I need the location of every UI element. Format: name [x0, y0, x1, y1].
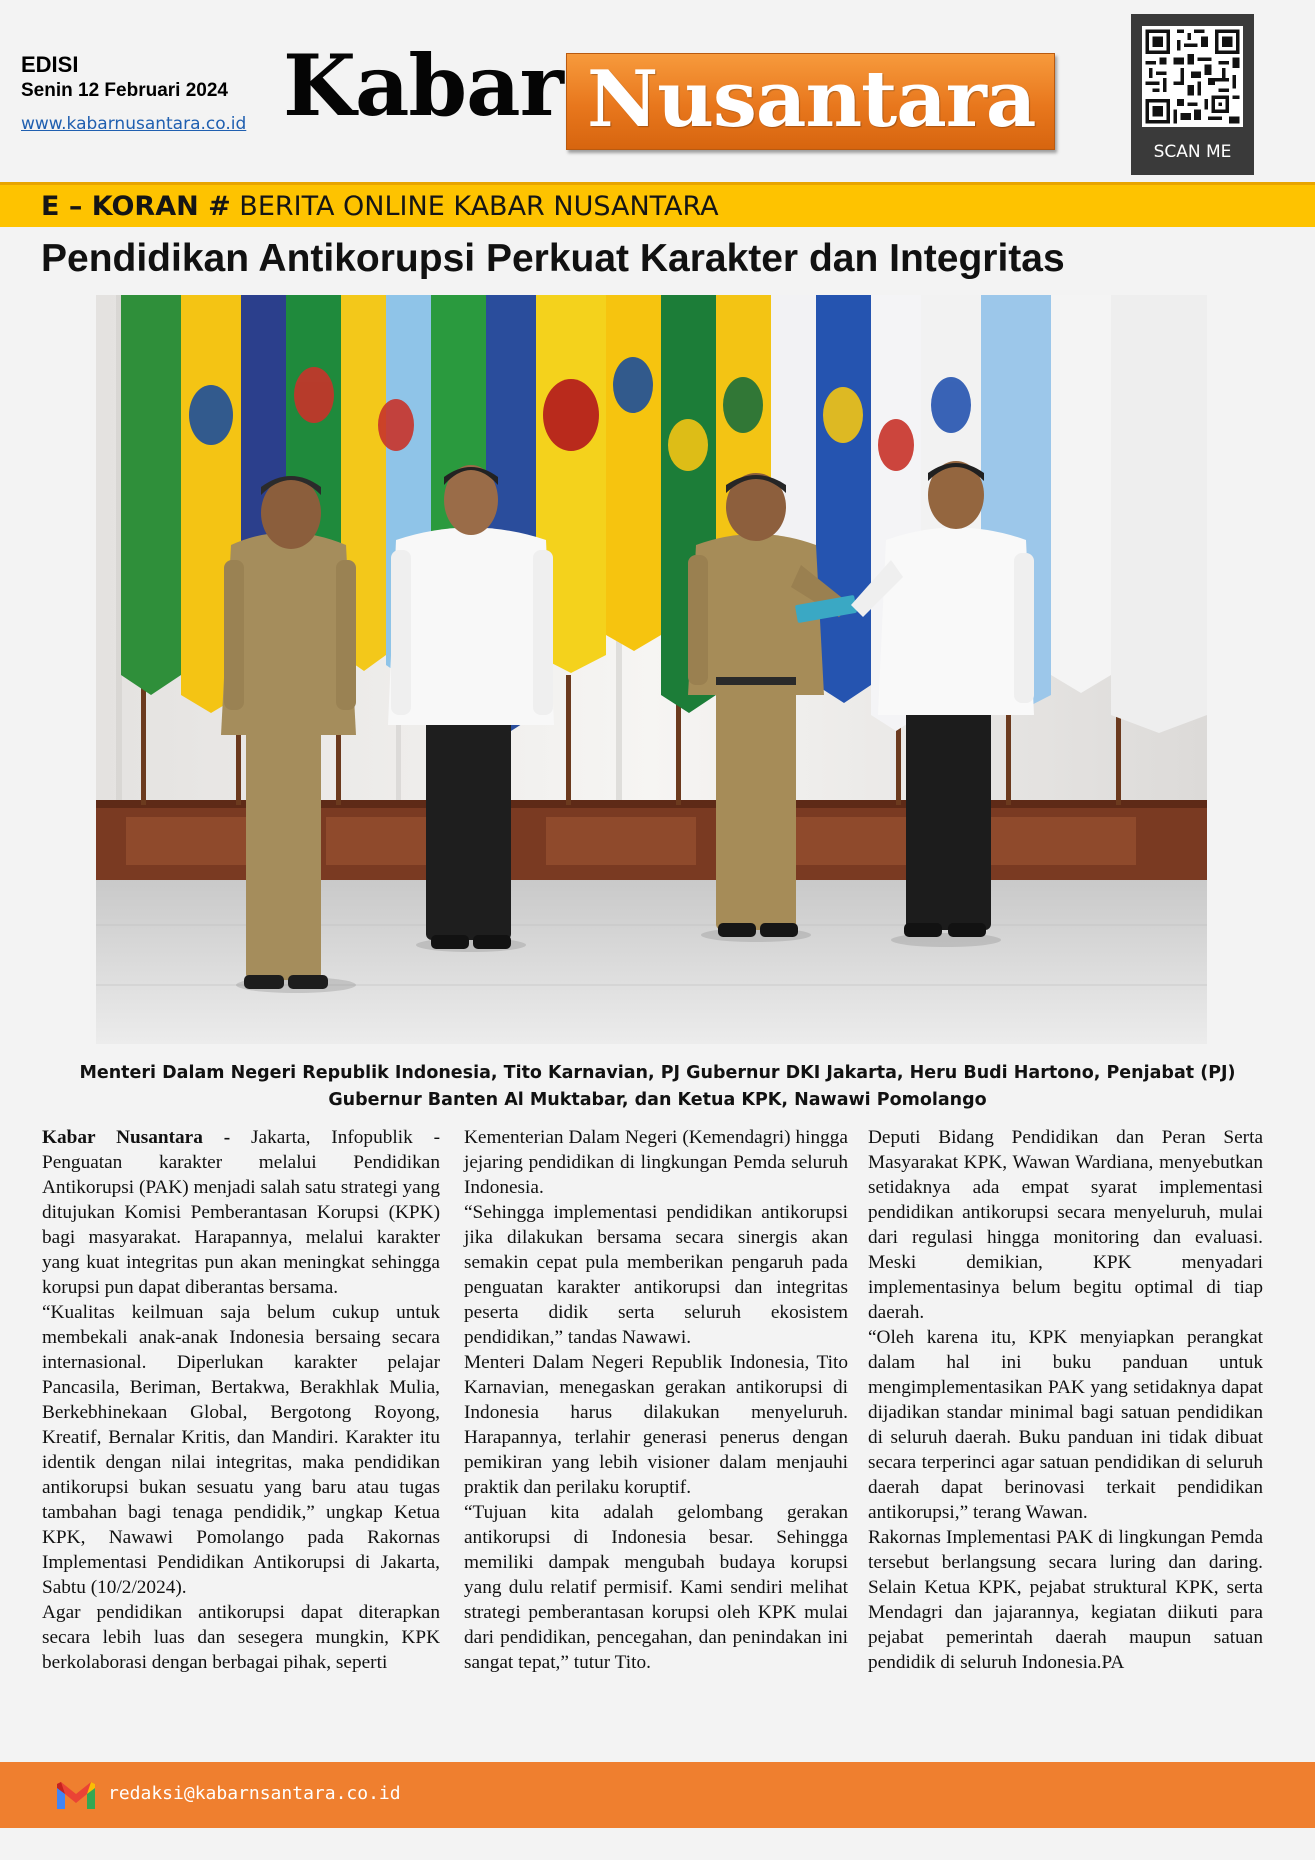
banner-text — [41, 191, 719, 222]
article-paragraph: “Sehingga implementasi pendidikan antikorupsi jika dilakukan bersama secara sinergis akan semakin cepat pula memberikan pengaruh pada penguatan karakter antikorupsi dan integritas peserta didik serta seluruh ekosistem pendidikan,” tandas Nawawi. — [464, 1202, 848, 1348]
article-photo — [96, 295, 1207, 1044]
edition-label: EDISI — [21, 52, 79, 77]
photo-scene — [96, 295, 1207, 1044]
section-banner — [0, 185, 1315, 227]
article-paragraph: Kabar Nusantara - Jakarta, Infopublik - Penguatan karakter melalui Pendidikan Antikorupsi (PAK) menjadi salah satu strategi yang ditujukan Komisi Pemberantasan Korupsi (KPK) bagi masyarakat. Harapannya, melalui karakter yang kuat integritas pun akan meningkat sehingga korupsi pun dapat diberantas bersama. — [42, 1127, 440, 1298]
footer-email-link[interactable]: redaksi@kabarnsantara.co.id — [108, 1783, 401, 1804]
qr-scan-label: SCAN ME — [1153, 142, 1232, 162]
qr-code-panel[interactable] — [1131, 14, 1254, 175]
qr-code-icon — [1142, 26, 1243, 127]
logo-kabar: Kabar — [283, 36, 563, 135]
article-paragraph: Kementerian Dalam Negeri (Kemendagri) hingga jejaring pendidikan di lingkungan Pemda seluruh Indonesia. — [464, 1127, 848, 1198]
mail-icon — [55, 1780, 97, 1811]
banner-bold: E – KORAN # — [41, 191, 231, 222]
banner-subtitle: BERITA ONLINE KABAR NUSANTARA — [230, 191, 719, 222]
logo-nusantara: Nusantara — [587, 54, 1036, 145]
article-byline: Kabar Nusantara - — [42, 1127, 231, 1148]
article-paragraph: “Tujuan kita adalah gelombang gerakan antikorupsi di Indonesia besar. Sehingga memiliki dampak mengubah budaya korupsi yang dulu relatif permisif. Kami sendiri melihat strategi pemberantasan korupsi oleh KPK mulai dari pendidikan, pencegahan, dan penindakan ini sangat tepat,” tutur Tito. — [464, 1502, 848, 1673]
article-column-3 — [868, 1125, 1263, 1675]
article-paragraph: Rakornas Implementasi PAK di lingkungan Pemda tersebut berlangsung secara luring dan daring. Selain Ketua KPK, pejabat struktural KPK, serta Mendagri dan jajarannya, kegiatan diikuti para pejabat pemerintah daerah maupun satuan pendidik di seluruh Indonesia.PA — [868, 1527, 1263, 1673]
article-column-2 — [464, 1125, 848, 1675]
article-paragraph: “Oleh karena itu, KPK menyiapkan perangkat dalam hal ini buku panduan untuk mengimplementasikan PAK yang setidaknya dapat dijadikan standar minimal bagi satuan pendidikan di seluruh daerah. Buku panduan ini tidak dibuat secara terperinci agar satuan pendidikan di seluruh daerah dapat berinovasi terkait pendidikan antikorupsi,” terang Wawan. — [868, 1327, 1263, 1523]
article-column-1 — [42, 1125, 440, 1675]
photo-caption: Menteri Dalam Negeri Republik Indonesia, Tito Karnavian, PJ Gubernur DKI Jakarta, Heru Budi Hartono, Penjabat (PJ) Gubernur Banten Al Muktabar, dan Ketua KPK, Nawawi Pomolango — [79, 1063, 1236, 1110]
article-headline: Pendidikan Antikorupsi Perkuat Karakter dan Integritas — [41, 237, 1065, 280]
article-paragraph: Menteri Dalam Negeri Republik Indonesia, Tito Karnavian, menegaskan gerakan antikorupsi di Indonesia harus dilakukan menyeluruh. Harapannya, terlahir generasi penerus dengan pemikiran yang lebih visioner dalam menjauhi praktik dan perilaku koruptif. — [464, 1352, 848, 1498]
article-paragraph: Agar pendidikan antikorupsi dapat diterapkan secara lebih luas dan sesegera mungkin, KPK berkolaborasi dengan berbagai pihak, seperti — [42, 1602, 440, 1673]
logo-nusantara-box — [566, 53, 1055, 150]
article-paragraph: Deputi Bidang Pendidikan dan Peran Serta Masyarakat KPK, Wawan Wardiana, menyebutkan setidaknya ada empat syarat implementasi pendidikan antikorupsi secara menyeluruh, mulai dari regulasi hingga monitoring dan evaluasi. Meski demikian, KPK menyadari implementasinya belum begitu optimal di tiap daerah. — [868, 1127, 1263, 1323]
website-link[interactable]: www.kabarnusantara.co.id — [21, 114, 247, 134]
article-paragraph: “Kualitas keilmuan saja belum cukup untuk membekali anak-anak Indonesia bersaing secara internasional. Diperlukan karakter pelajar Pancasila, Beriman, Bertakwa, Berakhlak Mulia, Berkebhinekaan Global, Bergotong Royong, Kreatif, Bernalar Kritis, dan Mandiri. Karakter itu identik dengan nilai integritas, maka pendidikan antikorupsi bukan sesuatu yang baru atau tugas tambahan bagi tenaga pendidik,” ungkap Ketua KPK, Nawawi Pomolango pada Rakornas Implementasi Pendidikan Antikorupsi di Jakarta, Sabtu (10/2/2024). — [42, 1302, 440, 1598]
edition-date: Senin 12 Februari 2024 — [21, 80, 228, 101]
footer-bar — [0, 1762, 1315, 1828]
